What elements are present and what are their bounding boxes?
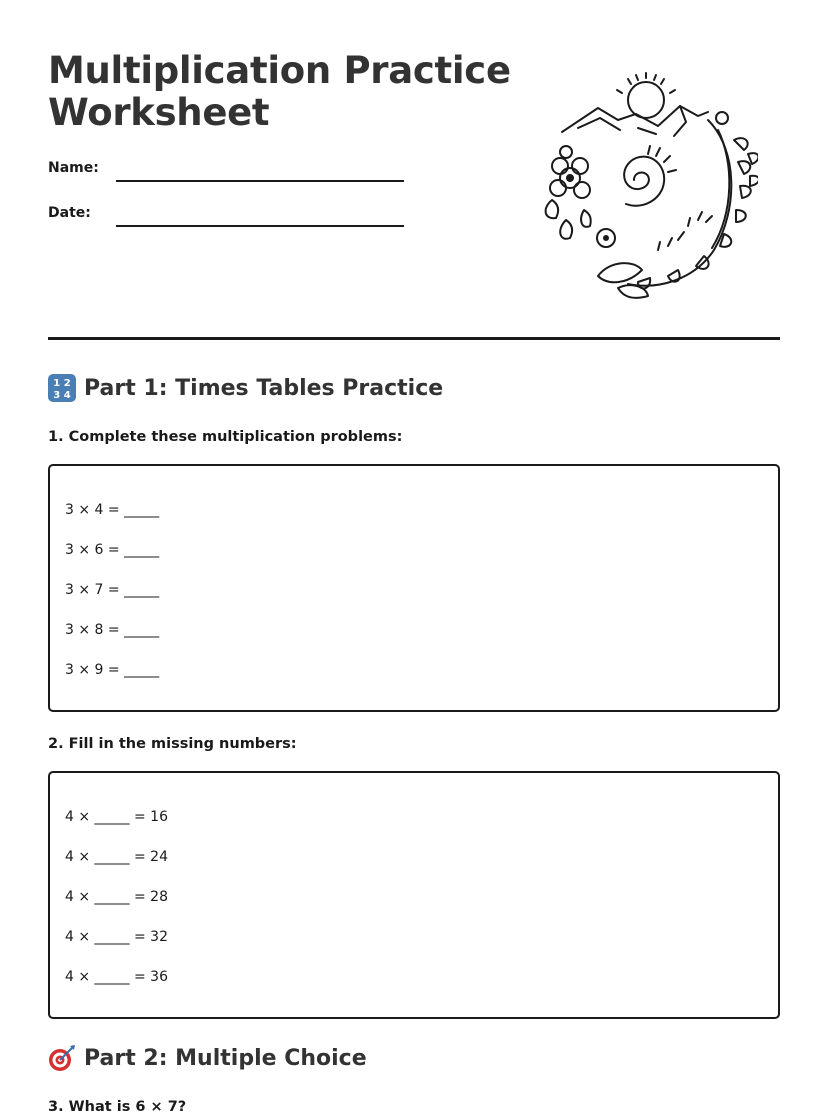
part2-heading-text: Part 2: Multiple Choice bbox=[84, 1045, 367, 1071]
date-label: Date: bbox=[48, 205, 91, 221]
problem-item[interactable]: 3 × 9 = _____ bbox=[65, 662, 160, 678]
name-field[interactable] bbox=[48, 160, 408, 190]
question-1-prompt: 1. Complete these multiplication problems: bbox=[48, 429, 403, 445]
problem-item[interactable]: 3 × 8 = _____ bbox=[65, 622, 160, 638]
worksheet-title bbox=[48, 50, 518, 134]
problem-item[interactable]: 3 × 7 = _____ bbox=[65, 582, 160, 598]
svg-text:3 4: 3 4 bbox=[53, 390, 71, 401]
problem-item[interactable]: 3 × 6 = _____ bbox=[65, 542, 160, 558]
date-field[interactable] bbox=[48, 205, 408, 235]
input-numbers-icon bbox=[48, 374, 76, 402]
worksheet-page bbox=[48, 0, 780, 1118]
problem-item[interactable]: 3 × 4 = _____ bbox=[65, 502, 160, 518]
question-2-box bbox=[48, 771, 780, 1019]
svg-text:1 2: 1 2 bbox=[53, 378, 71, 389]
header-divider bbox=[48, 337, 780, 340]
target-dart-icon bbox=[48, 1044, 76, 1072]
problem-item[interactable]: 4 × _____ = 36 bbox=[65, 969, 168, 985]
question-3-prompt: 3. What is 6 × 7? bbox=[48, 1099, 187, 1115]
part1-heading bbox=[48, 374, 443, 402]
name-line[interactable] bbox=[116, 180, 404, 182]
problem-item[interactable]: 4 × _____ = 16 bbox=[65, 809, 168, 825]
problem-item[interactable]: 4 × _____ = 28 bbox=[65, 889, 168, 905]
part1-heading-text: Part 1: Times Tables Practice bbox=[84, 375, 444, 401]
title-line-2: Worksheet bbox=[48, 91, 270, 134]
part2-heading bbox=[48, 1044, 367, 1072]
title-line-1: Multiplication Practice bbox=[48, 49, 511, 92]
question-1-box bbox=[48, 464, 780, 712]
nature-illustration-icon bbox=[538, 70, 758, 300]
problem-item[interactable]: 4 × _____ = 32 bbox=[65, 929, 168, 945]
problem-item[interactable]: 4 × _____ = 24 bbox=[65, 849, 168, 865]
question-2-prompt: 2. Fill in the missing numbers: bbox=[48, 736, 297, 752]
name-label: Name: bbox=[48, 160, 99, 176]
date-line[interactable] bbox=[116, 225, 404, 227]
